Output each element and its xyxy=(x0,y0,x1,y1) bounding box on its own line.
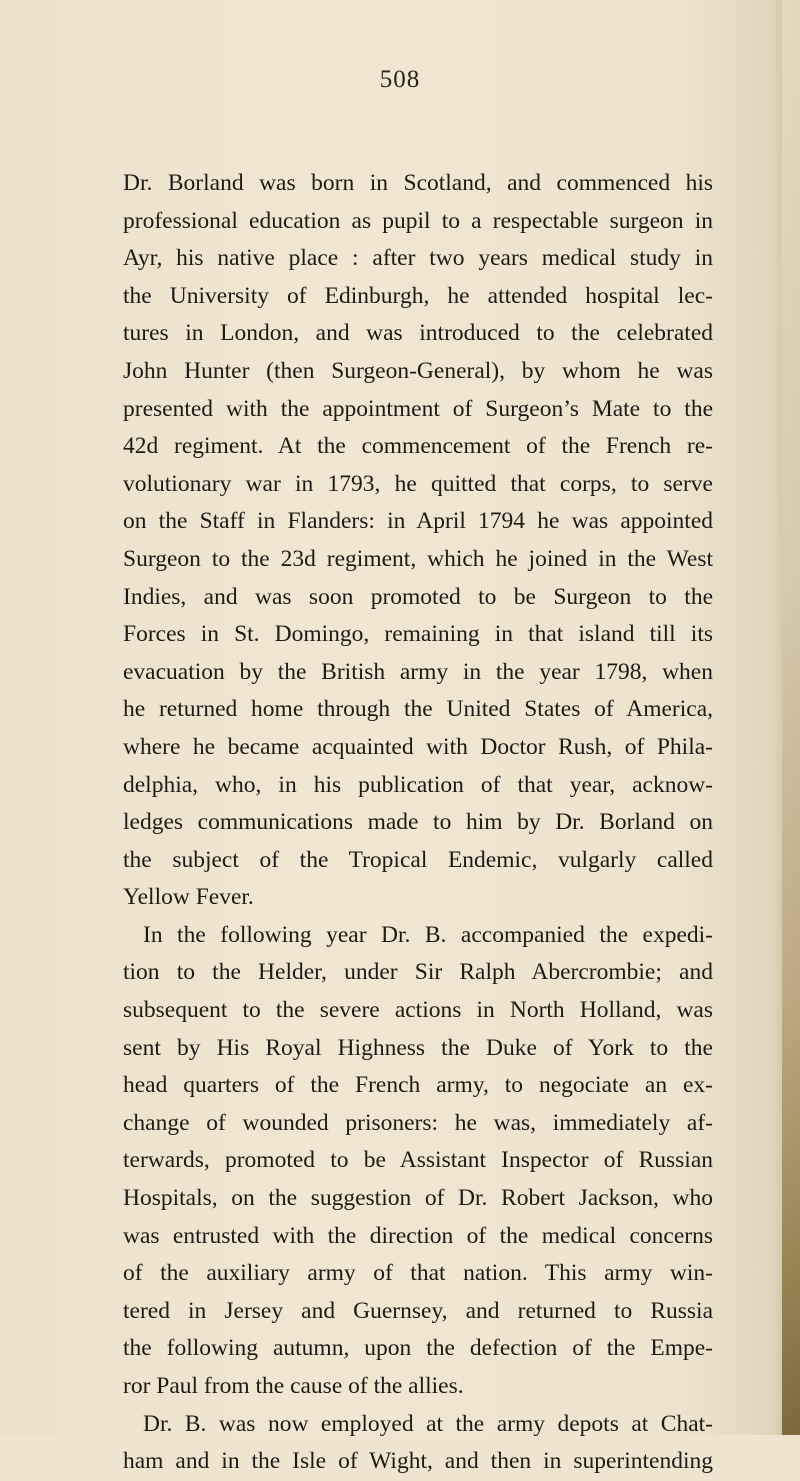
text-line: Surgeon to the 23d regiment, which he joined in the West xyxy=(123,545,713,572)
text-line: Dr. B. was now employed at the army depots at Chat- xyxy=(143,1410,713,1437)
page-edge-shadow xyxy=(782,0,800,1435)
text-line: Forces in St. Domingo, remaining in that island till its xyxy=(123,621,713,648)
text-line: terwards, promoted to be Assistant Inspector of Russian xyxy=(123,1147,713,1174)
body-text xyxy=(123,165,713,1481)
text-line: sent by His Royal Highness the Duke of York to the xyxy=(123,1034,713,1061)
text-line: was entrusted with the direction of the medical concerns xyxy=(123,1222,713,1249)
text-line: delphia, who, in his publication of that year, acknow- xyxy=(123,771,713,798)
text-line: In the following year Dr. B. accompanied the expedi- xyxy=(143,921,713,948)
text-line: Dr. Borland was born in Scotland, and commenced his xyxy=(123,170,713,196)
text-line: change of wounded prisoners: he was, immediately af- xyxy=(123,1109,713,1136)
text-line: tion to the Helder, under Sir Ralph Abercrombie; and xyxy=(123,959,713,986)
text-line: where he became acquainted with Doctor Rush, of Phila- xyxy=(123,733,713,760)
text-line: head quarters of the French army, to negociate an ex- xyxy=(123,1072,713,1099)
text-line: he returned home through the United States of America, xyxy=(123,696,713,723)
text-line: tures in London, and was introduced to the celebrated xyxy=(123,320,713,347)
text-line: ham and in the Isle of Wight, and then in superintending xyxy=(123,1448,713,1475)
text-line: John Hunter (then Surgeon-General), by whom he was xyxy=(123,357,713,384)
text-line: subsequent to the severe actions in North Holland, was xyxy=(123,997,713,1024)
text-line: the following autumn, upon the defection of the Empe- xyxy=(123,1335,713,1362)
text-line: ledges communications made to him by Dr. Borland on xyxy=(123,809,713,836)
text-line: Ayr, his native place : after two years medical study in xyxy=(123,245,713,272)
text-line: evacuation by the British army in the year 1798, when xyxy=(123,658,713,685)
text-line: 42d regiment. At the commencement of the French re- xyxy=(123,433,713,460)
text-line: the University of Edinburgh, he attended hospital lec- xyxy=(123,282,713,309)
text-line: volutionary war in 1793, he quitted that corps, to serve xyxy=(123,470,713,497)
text-line: Yellow Fever. xyxy=(123,884,254,911)
text-line: the subject of the Tropical Endemic, vulgarly called xyxy=(123,846,713,873)
page-number: 508 xyxy=(379,66,421,93)
text-line: on the Staff in Flanders: in April 1794 he was appointed xyxy=(123,508,713,535)
text-line: tered in Jersey and Guernsey, and returned to Russia xyxy=(123,1297,713,1324)
text-line: presented with the appointment of Surgeon’s Mate to the xyxy=(123,395,713,422)
text-line: of the auxiliary army of that nation. This army win- xyxy=(123,1260,713,1287)
text-line: ror Paul from the cause of the allies. xyxy=(123,1373,464,1399)
text-line: professional education as pupil to a respectable surgeon in xyxy=(123,207,713,234)
text-line: Hospitals, on the suggestion of Dr. Robert Jackson, who xyxy=(123,1185,713,1212)
text-line: Indies, and was soon promoted to be Surgeon to the xyxy=(123,583,713,610)
